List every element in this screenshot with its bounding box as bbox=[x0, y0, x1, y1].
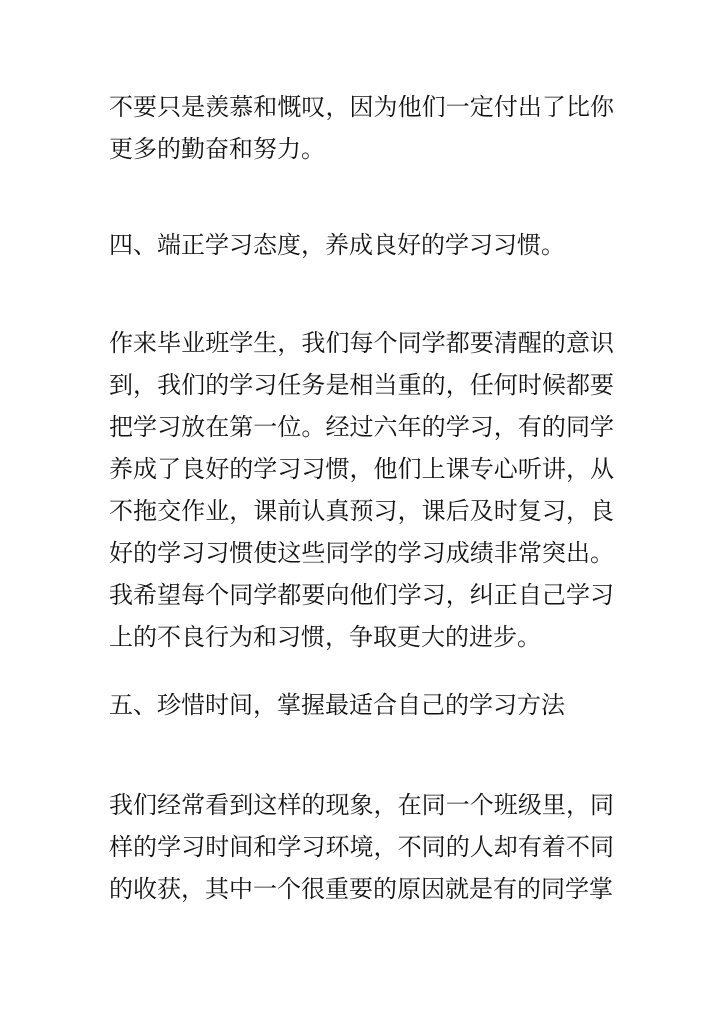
section-heading-4: 四、端正学习态度，养成良好的学习习惯。 bbox=[109, 231, 565, 259]
paragraph-study-methods: 我们经常看到这样的现象，在同一个班级里，同样的学习时间和学习环境，不同的人却有着不同的收获，其中一个很重要的原因就是有的同学掌 bbox=[109, 791, 614, 903]
paragraph-study-habits: 作来毕业班学生，我们每个同学都要清醒的意识到，我们的学习任务是相当重的，任何时候都要把学习放在第一位。经过六年的学习，有的同学养成了良好的学习习惯，他们上课专心听讲，从不拖交作业，课前认真预习，课后及时复习，良好的学习习惯使这些同学的学习成绩非常突出。我希望每个同学都要向他们学习，纠正自己学习上的不良行为和习惯，争取更大的进步。 bbox=[109, 329, 614, 651]
paragraph-continuation: 不要只是羡慕和慨叹，因为他们一定付出了比你更多的勤奋和努力。 bbox=[109, 93, 614, 163]
section-heading-5: 五、珍惜时间，掌握最适合自己的学习方法 bbox=[109, 691, 565, 719]
